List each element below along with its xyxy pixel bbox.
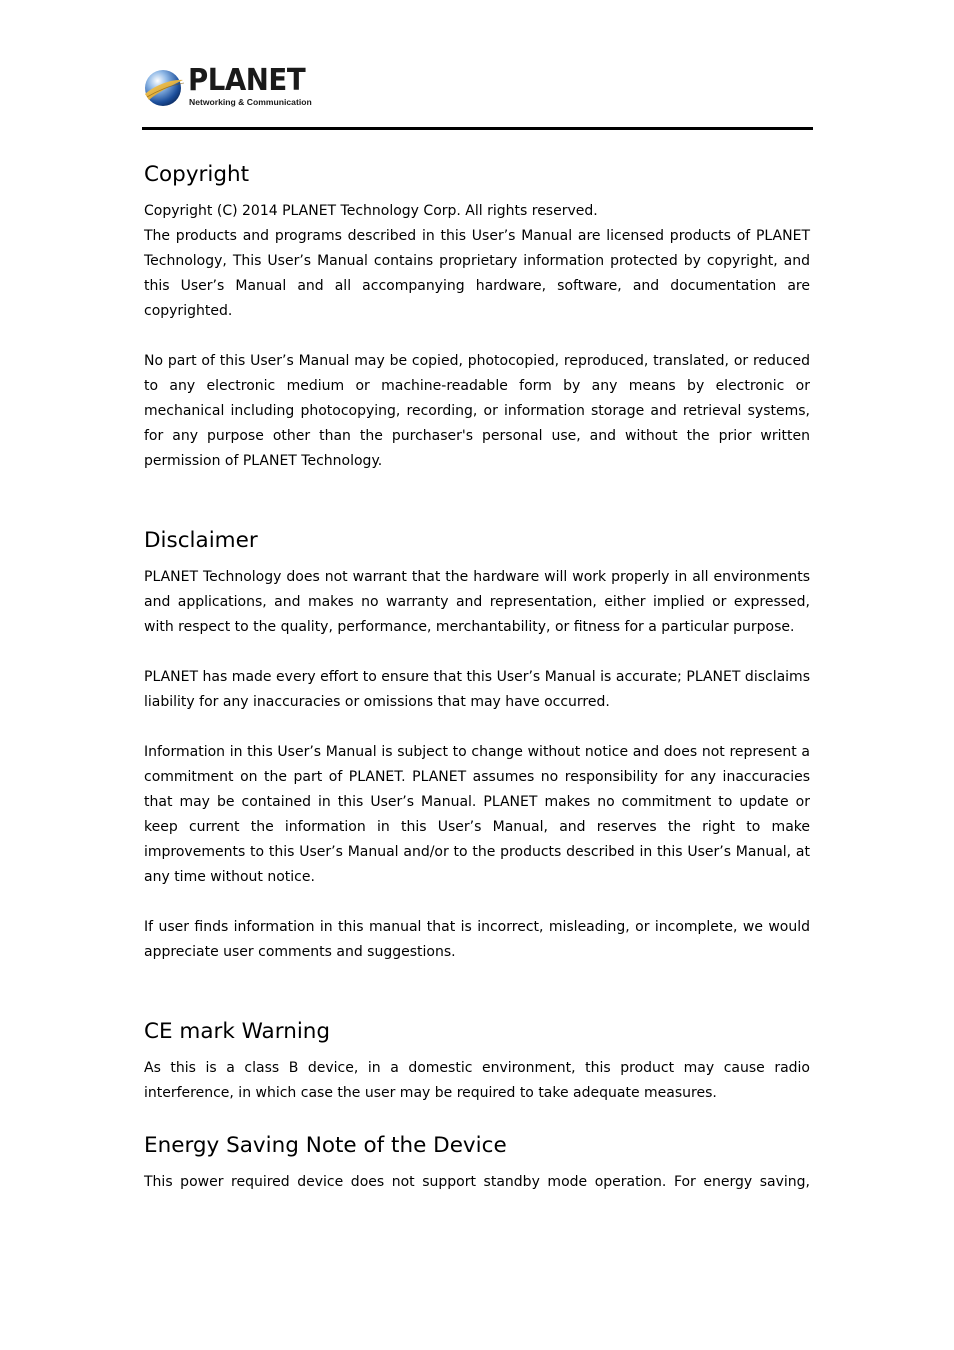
paragraph: PLANET Technology does not warrant that the hardware will work properly in all environments and applications, and makes no warranty and representation, either implied or expressed, with respect to the quality, performance, merchantability, or fitness for a particular purpose. [144,569,810,635]
section-disclaimer [144,524,810,965]
section-ce-mark [144,1015,810,1106]
section-energy-saving [144,1129,810,1195]
paragraph: PLANET has made every effort to ensure that this User’s Manual is accurate; PLANET disclaims liability for any inaccuracies or omissions that may have occurred. [144,669,810,710]
paragraph: If user finds information in this manual that is incorrect, misleading, or incomplete, we would appreciate user comments and suggestions. [144,919,810,960]
paragraph: Information in this User’s Manual is subject to change without notice and does not represent a commitment on the part of PLANET. PLANET assumes no responsibility for any inaccuracies that may be contained in this User’s Manual. PLANET makes no commitment to update or keep current the information in this User’s Manual, and reserves the right to make improvements to this User’s Manual and/or to the products described in this User’s Manual, at any time without notice. [144,744,810,885]
header-divider [142,127,813,130]
logo-tagline: Networking & Communication [189,97,312,107]
document-body [144,158,810,1195]
section-title: CE mark Warning [144,1019,331,1044]
section-title: Copyright [144,162,250,187]
planet-logo [143,63,312,109]
logo-wordmark: PLANET [188,63,306,98]
paragraph: The products and programs described in this User’s Manual are licensed products of PLANET Technology, This User’s Manual contains proprietary information protected by copyright, and this User’s Manual and all accompanying hardware, software, and documentation are copyrighted. [144,228,810,319]
globe-icon [143,67,185,109]
section-title: Energy Saving Note of the Device [144,1133,507,1158]
section-copyright [144,158,810,474]
paragraph: No part of this User’s Manual may be copied, photocopied, reproduced, translated, or reduced to any electronic medium or machine-readable form by any means by electronic or mechanical including photocopying, recording, or information storage and retrieval systems, for any purpose other than the purchaser's personal use, and without the prior written permission of PLANET Technology. [144,353,810,469]
section-title: Disclaimer [144,528,258,553]
paragraph: Copyright (C) 2014 PLANET Technology Corp. All rights reserved. [144,203,598,219]
paragraph: As this is a class B device, in a domestic environment, this product may cause radio interference, in which case the user may be required to take adequate measures. [144,1060,810,1101]
paragraph: This power required device does not support standby mode operation. For energy saving, [144,1174,810,1190]
